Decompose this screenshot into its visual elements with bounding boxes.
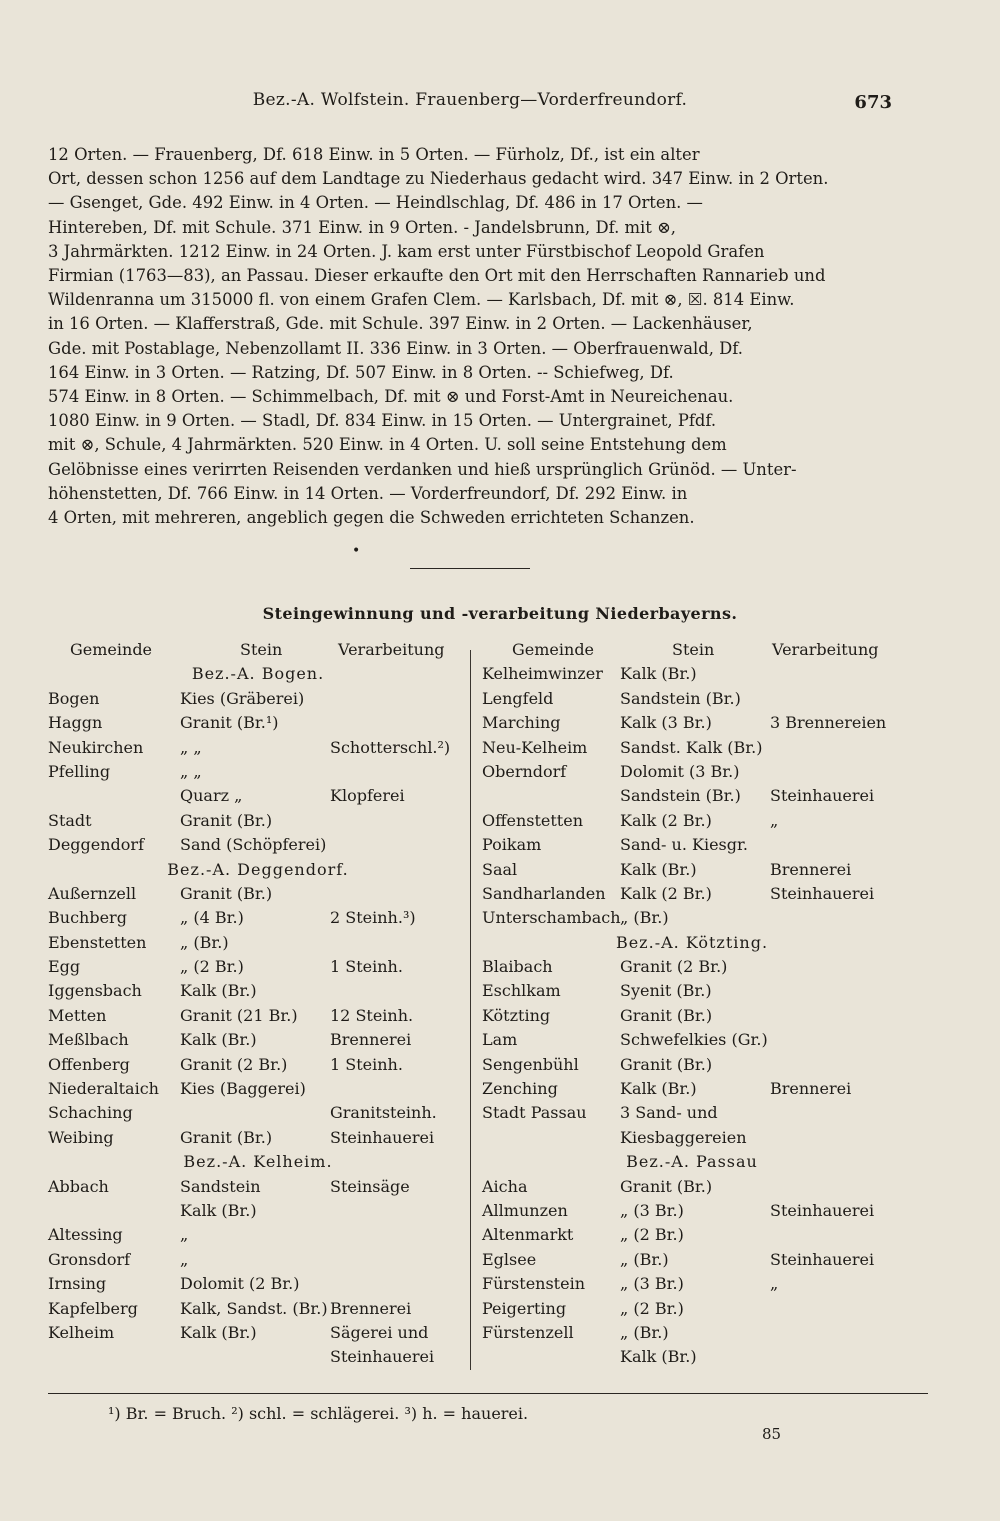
cell-stein: Kalk (Br.)	[180, 1200, 257, 1220]
cell-gemeinde: Haggn	[48, 713, 103, 733]
cell-gemeinde: Zenching	[482, 1079, 558, 1099]
table-row	[48, 1250, 468, 1274]
cell-stein: Kalk (Br.)	[620, 1347, 697, 1367]
cell-verarbeitung: Steinhauerei	[330, 1347, 435, 1367]
cell-stein: „ (Br.)	[620, 1322, 669, 1342]
body-line: 574 Einw. in 8 Orten. — Schimmelbach, Df. mit ⊗ und Forst-Amt in Neureichenau.	[48, 387, 734, 407]
cell-gemeinde: Kelheimwinzer	[482, 664, 603, 684]
cell-verarbeitung: Brennerei	[330, 1030, 412, 1050]
cell-gemeinde: Fürstenzell	[482, 1322, 574, 1342]
table-row	[482, 884, 902, 908]
cell-gemeinde: Offenstetten	[482, 810, 583, 830]
cell-gemeinde: Kelheim	[48, 1322, 115, 1342]
cell-verarbeitung: Steinhauerei	[330, 1127, 435, 1147]
cell-gemeinde: Oberndorf	[482, 761, 567, 781]
body-line: Wildenranna um 315000 fl. von einem Grafen Clem. — Karlsbach, Df. mit ⊗, ☒. 814 Einw.	[48, 290, 795, 310]
cell-gemeinde: Lengfeld	[482, 688, 554, 708]
cell-stein: Kalk (Br.)	[620, 1079, 697, 1099]
header-verarbeitung: Verarbeitung	[772, 640, 879, 659]
body-line: 3 Jahrmärkten. 1212 Einw. in 24 Orten. J. kam erst unter Fürstbischof Leopold Grafen	[48, 241, 765, 261]
cell-gemeinde: Egg	[48, 957, 81, 977]
table-row	[482, 1006, 902, 1030]
district-name: Bez.-A. Kötzting.	[615, 932, 769, 952]
cell-verarbeitung: 12 Steinh.	[330, 1005, 414, 1025]
table-row	[48, 1201, 468, 1225]
cell-stein: „ (2 Br.)	[180, 957, 244, 977]
cell-stein: Dolomit (3 Br.)	[620, 761, 740, 781]
cell-gemeinde: Kapfelberg	[48, 1298, 138, 1318]
cell-gemeinde: Pfelling	[48, 761, 111, 781]
table-row	[48, 1299, 468, 1323]
cell-stein: „ (3 Br.)	[620, 1200, 684, 1220]
cell-stein: „ (Br.)	[180, 932, 229, 952]
cell-stein: Kalk, Sandst. (Br.)	[180, 1298, 328, 1318]
cell-verarbeitung: 1 Steinh.	[330, 1054, 403, 1074]
district-name: Bez.-A. Passau	[626, 1152, 758, 1172]
table-row	[482, 1323, 902, 1347]
table-title: Steingewinnung und -verarbeitung Niederbayerns.	[262, 604, 738, 623]
body-line: 164 Einw. in 3 Orten. — Ratzing, Df. 507 Einw. in 8 Orten. -- Schiefweg, Df.	[48, 362, 674, 382]
table-row	[48, 835, 468, 859]
table-row	[48, 1103, 468, 1127]
body-line: Gde. mit Postablage, Nebenzollamt II. 336 Einw. in 3 Orten. — Oberfrauenwald, Df.	[48, 338, 743, 358]
cell-gemeinde: Neukirchen	[48, 737, 144, 757]
body-line: — Gsenget, Gde. 492 Einw. in 4 Orten. — Heindlschlag, Df. 486 in 17 Orten. —	[48, 193, 703, 213]
cell-stein: Schwefelkies (Gr.)	[620, 1030, 768, 1050]
cell-stein: Granit (2 Br.)	[180, 1054, 288, 1074]
cell-stein: Kalk (3 Br.)	[620, 713, 712, 733]
table-row	[48, 1030, 468, 1054]
cell-gemeinde: Eglsee	[482, 1249, 537, 1269]
table-row	[48, 981, 468, 1005]
cell-stein: Kiesbaggereien	[620, 1127, 747, 1147]
cell-gemeinde: Altenmarkt	[482, 1225, 574, 1245]
cell-verarbeitung: Brennerei	[330, 1298, 412, 1318]
cell-verarbeitung: Granitsteinh.	[330, 1103, 437, 1123]
cell-stein: Sandstein (Br.)	[620, 786, 741, 806]
district-heading	[48, 860, 468, 884]
body-line: 12 Orten. — Frauenberg, Df. 618 Einw. in 5 Orten. — Fürholz, Df., ist ein alter	[48, 145, 700, 164]
cell-verarbeitung: 1 Steinh.	[330, 957, 403, 977]
cell-stein: Syenit (Br.)	[620, 981, 712, 1001]
cell-stein: Kalk (Br.)	[180, 1030, 257, 1050]
cell-gemeinde: Fürstenstein	[482, 1274, 585, 1294]
table-row	[48, 1323, 468, 1347]
cell-stein: Granit (Br.)	[620, 1176, 713, 1196]
table-row	[482, 1299, 902, 1323]
cell-gemeinde: Weibing	[48, 1127, 114, 1147]
running-header: Bez.-A. Wolfstein. Frauenberg—Vorderfreundorf.	[252, 90, 688, 110]
cell-stein: 3 Sand- und	[620, 1103, 718, 1123]
cell-gemeinde: Sandharlanden	[482, 883, 606, 903]
table-row	[482, 689, 902, 713]
cell-gemeinde: Ebenstetten	[48, 932, 147, 952]
cell-verarbeitung: Schotterschl.²)	[330, 737, 451, 757]
cell-stein: Kalk (Br.)	[180, 981, 257, 1001]
table-row	[482, 1079, 902, 1103]
section-divider	[410, 568, 530, 569]
table-row	[48, 908, 468, 932]
cell-stein: Dolomit (2 Br.)	[180, 1274, 300, 1294]
body-paragraph	[48, 143, 892, 530]
cell-stein: „	[180, 1225, 189, 1245]
table-row	[482, 908, 902, 932]
body-line: in 16 Orten. — Klafferstraß, Gde. mit Schule. 397 Einw. in 2 Orten. — Lackenhäuser,	[48, 314, 753, 334]
table-row	[48, 1079, 468, 1103]
cell-gemeinde: Aicha	[482, 1176, 528, 1196]
table-right-column	[482, 640, 902, 1372]
table-row	[482, 957, 902, 981]
cell-stein: „ (Br.)	[620, 908, 669, 928]
table-left-column	[48, 640, 468, 1372]
table-row	[48, 1225, 468, 1249]
cell-verarbeitung: Brennerei	[770, 859, 852, 879]
table-row	[48, 1177, 468, 1201]
cell-gemeinde: Eschlkam	[482, 981, 561, 1001]
cell-verarbeitung: Steinhauerei	[770, 1200, 875, 1220]
cell-verarbeitung: Steinsäge	[330, 1176, 410, 1196]
cell-stein: Sandst. Kalk (Br.)	[620, 737, 763, 757]
cell-stein: Sandstein (Br.)	[620, 688, 741, 708]
cell-stein: Kies (Baggerei)	[180, 1079, 306, 1099]
page-number: 673	[854, 92, 892, 113]
cell-gemeinde: Niederaltaich	[48, 1079, 159, 1099]
header-gemeinde: Gemeinde	[70, 640, 153, 659]
table-row	[482, 1201, 902, 1225]
table-row	[482, 1128, 902, 1152]
table-row	[482, 1103, 902, 1127]
district-heading	[48, 1152, 468, 1176]
cell-gemeinde: Stadt Passau	[482, 1103, 587, 1123]
cell-stein: Granit (2 Br.)	[620, 957, 728, 977]
cell-gemeinde: Poikam	[482, 835, 542, 855]
cell-stein: Sand- u. Kiesgr.	[620, 835, 748, 855]
cell-gemeinde: Meßlbach	[48, 1030, 129, 1050]
table-row	[48, 786, 468, 810]
body-line: Firmian (1763—83), an Passau. Dieser erkaufte den Ort mit den Herrschaften Rannarieb und	[48, 266, 826, 286]
cell-verarbeitung: „	[770, 810, 779, 830]
cell-gemeinde: Metten	[48, 1005, 107, 1025]
table-row	[48, 1006, 468, 1030]
cell-stein: Kalk (2 Br.)	[620, 810, 712, 830]
cell-verarbeitung: Klopferei	[330, 786, 405, 806]
column-divider	[470, 650, 471, 1370]
table-row	[482, 664, 902, 688]
cell-stein: Granit (Br.¹)	[180, 713, 279, 733]
cell-gemeinde: Deggendorf	[48, 835, 144, 855]
body-line: Ort, dessen schon 1256 auf dem Landtage zu Niederhaus gedacht wird. 347 Einw. in 2 Orten.	[48, 169, 829, 189]
cell-stein: Kies (Gräberei)	[180, 688, 305, 708]
cell-stein: Sand (Schöpferei)	[180, 835, 327, 855]
table-row	[482, 1274, 902, 1298]
table-header-row	[482, 640, 902, 664]
body-line: 4 Orten, mit mehreren, angeblich gegen die Schweden errichteten Schanzen.	[48, 508, 695, 528]
cell-stein: Granit (Br.)	[180, 810, 273, 830]
table-row	[48, 738, 468, 762]
cell-stein: „ (3 Br.)	[620, 1274, 684, 1294]
header-stein: Stein	[672, 640, 715, 659]
cell-gemeinde: Lam	[482, 1030, 518, 1050]
body-line: 1080 Einw. in 9 Orten. — Stadl, Df. 834 Einw. in 15 Orten. — Untergrainet, Pfdf.	[48, 411, 717, 431]
table-row	[482, 1347, 902, 1371]
cell-stein: Quarz „	[180, 786, 243, 806]
district-name: Bez.-A. Kelheim.	[183, 1152, 333, 1172]
table-row	[48, 884, 468, 908]
cell-stein: Granit (21 Br.)	[180, 1005, 298, 1025]
cell-verarbeitung: Steinhauerei	[770, 883, 875, 903]
district-heading	[482, 933, 902, 957]
cell-gemeinde: Gronsdorf	[48, 1249, 131, 1269]
cell-gemeinde: Neu-Kelheim	[482, 737, 588, 757]
cell-gemeinde: Iggensbach	[48, 981, 142, 1001]
cell-stein: Kalk (Br.)	[180, 1322, 257, 1342]
cell-stein: Sandstein	[180, 1176, 261, 1196]
table-row	[48, 811, 468, 835]
cell-verarbeitung: „	[770, 1274, 779, 1294]
cell-gemeinde: Peigerting	[482, 1298, 567, 1318]
cell-verarbeitung: Brennerei	[770, 1079, 852, 1099]
table-row	[482, 738, 902, 762]
cell-gemeinde: Außernzell	[48, 883, 137, 903]
bullet-mark: •	[352, 543, 361, 559]
footnotes: ¹) Br. = Bruch. ²) schl. = schlägerei. ³) h. = hauerei.	[48, 1393, 928, 1423]
table-row	[482, 811, 902, 835]
cell-gemeinde: Abbach	[48, 1176, 109, 1196]
body-line: Hintereben, Df. mit Schule. 371 Einw. in 9 Orten. - Jandelsbrunn, Df. mit ⊗,	[48, 217, 677, 237]
table-row	[482, 1250, 902, 1274]
cell-gemeinde: Kötzting	[482, 1005, 551, 1025]
cell-gemeinde: Unterschambach	[482, 908, 621, 928]
cell-stein: „ (2 Br.)	[620, 1298, 684, 1318]
table-row	[48, 713, 468, 737]
table-row	[48, 1274, 468, 1298]
body-line: Gelöbnisse eines verirrten Reisenden verdanken und hieß ursprünglich Grünöd. — Unter-	[48, 459, 797, 479]
table-row	[482, 1177, 902, 1201]
header-stein: Stein	[240, 640, 283, 659]
cell-verarbeitung: 2 Steinh.³)	[330, 908, 416, 928]
table-row	[48, 933, 468, 957]
body-line: mit ⊗, Schule, 4 Jahrmärkten. 520 Einw. in 4 Orten. U. soll seine Entstehung dem	[48, 435, 727, 455]
table-row	[48, 762, 468, 786]
cell-stein: Granit (Br.)	[620, 1054, 713, 1074]
cell-verarbeitung: 3 Brennereien	[770, 713, 887, 733]
cell-verarbeitung: Steinhauerei	[770, 786, 875, 806]
district-name: Bez.-A. Deggendorf.	[167, 859, 349, 879]
table-row	[48, 1128, 468, 1152]
table-row	[482, 835, 902, 859]
cell-stein: Kalk (2 Br.)	[620, 883, 712, 903]
table-row	[482, 713, 902, 737]
body-line: höhenstetten, Df. 766 Einw. in 14 Orten. — Vorderfreundorf, Df. 292 Einw. in	[48, 483, 688, 503]
table-row	[482, 786, 902, 810]
cell-stein: Granit (Br.)	[180, 883, 273, 903]
cell-gemeinde: Stadt	[48, 810, 92, 830]
header-verarbeitung: Verarbeitung	[338, 640, 445, 659]
table-row	[482, 860, 902, 884]
cell-gemeinde: Sengenbühl	[482, 1054, 579, 1074]
cell-gemeinde: Bogen	[48, 688, 100, 708]
cell-gemeinde: Offenberg	[48, 1054, 130, 1074]
cell-gemeinde: Marching	[482, 713, 561, 733]
cell-gemeinde: Buchberg	[48, 908, 127, 928]
table-row	[482, 762, 902, 786]
table-row	[482, 981, 902, 1005]
cell-stein: „ (4 Br.)	[180, 908, 244, 928]
cell-stein: „ „	[180, 737, 202, 757]
cell-stein: Kalk (Br.)	[620, 664, 697, 684]
cell-gemeinde: Blaibach	[482, 957, 553, 977]
cell-gemeinde: Allmunzen	[482, 1200, 568, 1220]
cell-stein: Granit (Br.)	[180, 1127, 273, 1147]
table-row	[48, 689, 468, 713]
cell-gemeinde: Saal	[482, 859, 518, 879]
table-row	[48, 1347, 468, 1371]
cell-stein: Granit (Br.)	[620, 1005, 713, 1025]
cell-verarbeitung: Steinhauerei	[770, 1249, 875, 1269]
signature-mark: 85	[762, 1425, 782, 1443]
district-heading	[48, 664, 468, 688]
header-gemeinde: Gemeinde	[512, 640, 595, 659]
cell-stein: Kalk (Br.)	[620, 859, 697, 879]
cell-stein: „ (Br.)	[620, 1249, 669, 1269]
cell-gemeinde: Schaching	[48, 1103, 133, 1123]
cell-gemeinde: Irnsing	[48, 1274, 107, 1294]
table-row	[482, 1030, 902, 1054]
cell-verarbeitung: Sägerei und	[330, 1322, 429, 1342]
cell-stein: „	[180, 1249, 189, 1269]
table-row	[482, 1225, 902, 1249]
cell-stein: „ (2 Br.)	[620, 1225, 684, 1245]
table-row	[482, 1055, 902, 1079]
cell-gemeinde: Altessing	[48, 1225, 123, 1245]
cell-stein: „ „	[180, 761, 202, 781]
table-row	[48, 1055, 468, 1079]
district-heading	[482, 1152, 902, 1176]
table-row	[48, 957, 468, 981]
district-name: Bez.-A. Bogen.	[191, 664, 325, 684]
table-header-row	[48, 640, 468, 664]
